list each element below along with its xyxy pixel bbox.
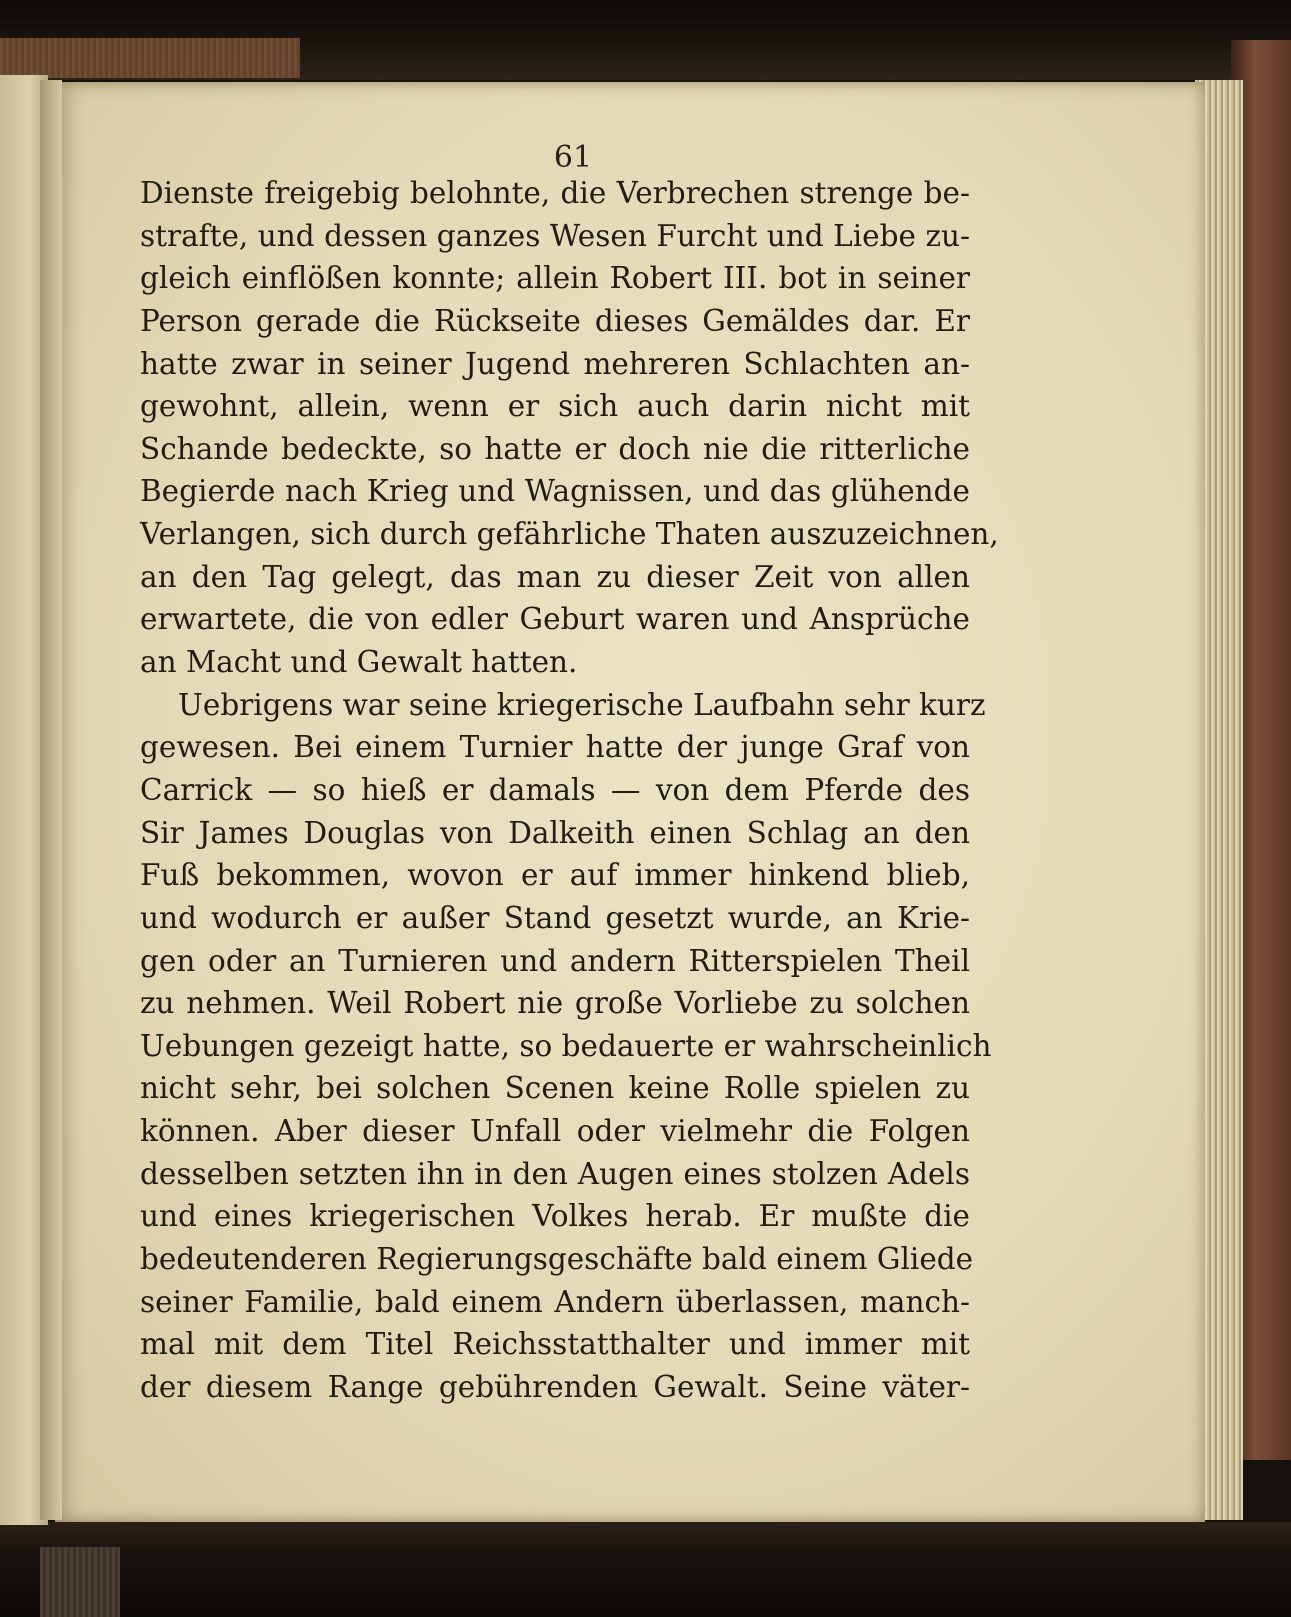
page-number: 61: [553, 140, 593, 175]
text-line: gen oder an Turnieren und andern Ritterspielen Theil: [140, 943, 970, 978]
page-gutter: [40, 80, 62, 1520]
text-line: Person gerade die Rückseite dieses Gemäldes dar. Er: [140, 303, 970, 338]
text-line: Schande bedeckte, so hatte er doch nie die ritterliche: [140, 431, 970, 466]
text-line: Uebungen gezeigt hatte, so bedauerte er wahrscheinlich: [140, 1028, 992, 1063]
text-line: gewohnt, allein, wenn er sich auch darin nicht mit: [140, 389, 970, 424]
binding-cloth-top-left: [0, 38, 300, 78]
binding-cloth-bottom-left: [40, 1547, 120, 1617]
text-line: seiner Familie, bald einem Andern überlassen, manch-: [140, 1284, 970, 1319]
text-line: desselben setzten ihn in den Augen eines stolzen Adels: [140, 1156, 970, 1191]
text-line: bedeutenderen Regierungsgeschäfte bald einem Gliede: [140, 1242, 974, 1277]
text-line: gleich einflößen konnte; allein Robert III. bot in seiner: [140, 261, 970, 296]
text-line: zu nehmen. Weil Robert nie große Vorliebe zu solchen: [140, 986, 970, 1021]
text-line: an Macht und Gewalt hatten.: [140, 645, 578, 680]
text-line: Uebrigens war seine kriegerische Laufbahn sehr kurz: [178, 687, 986, 722]
text-line: an den Tag gelegt, das man zu dieser Zeit von allen: [140, 559, 970, 594]
text-line: und wodurch er außer Stand gesetzt wurde, an Krie-: [140, 900, 970, 935]
text-line: erwartete, die von edler Geburt waren und Ansprüche: [140, 602, 970, 637]
text-line: Fuß bekommen, wovon er auf immer hinkend blieb,: [140, 858, 970, 893]
text-line: Begierde nach Krieg und Wagnissen, und das glühende: [140, 474, 970, 509]
text-line: Sir James Douglas von Dalkeith einen Schlag an den: [140, 815, 970, 850]
text-line: nicht sehr, bei solchen Scenen keine Rolle spielen zu: [140, 1071, 970, 1106]
text-line: der diesem Range gebührenden Gewalt. Seine väter-: [140, 1369, 970, 1404]
text-line: mal mit dem Titel Reichsstatthalter und immer mit: [140, 1327, 970, 1362]
text-line: Carrick — so hieß er damals — von dem Pferde des: [140, 772, 970, 807]
text-line: gewesen. Bei einem Turnier hatte der junge Graf von: [140, 730, 970, 765]
page-text: [140, 172, 999, 1409]
book-cover-bottom: [0, 1522, 1291, 1617]
text-line: Dienste freigebig belohnte, die Verbrechen strenge be-: [140, 176, 970, 210]
text-line: und eines kriegerischen Volkes herab. Er mußte die: [140, 1199, 970, 1234]
text-line: Verlangen, sich durch gefährliche Thaten auszuzeichnen,: [140, 517, 999, 552]
text-line: strafte, und dessen ganzes Wesen Furcht und Liebe zu-: [140, 218, 970, 253]
text-line: können. Aber dieser Unfall oder vielmehr die Folgen: [140, 1114, 970, 1149]
text-line: hatte zwar in seiner Jugend mehreren Schlachten an-: [140, 346, 970, 381]
